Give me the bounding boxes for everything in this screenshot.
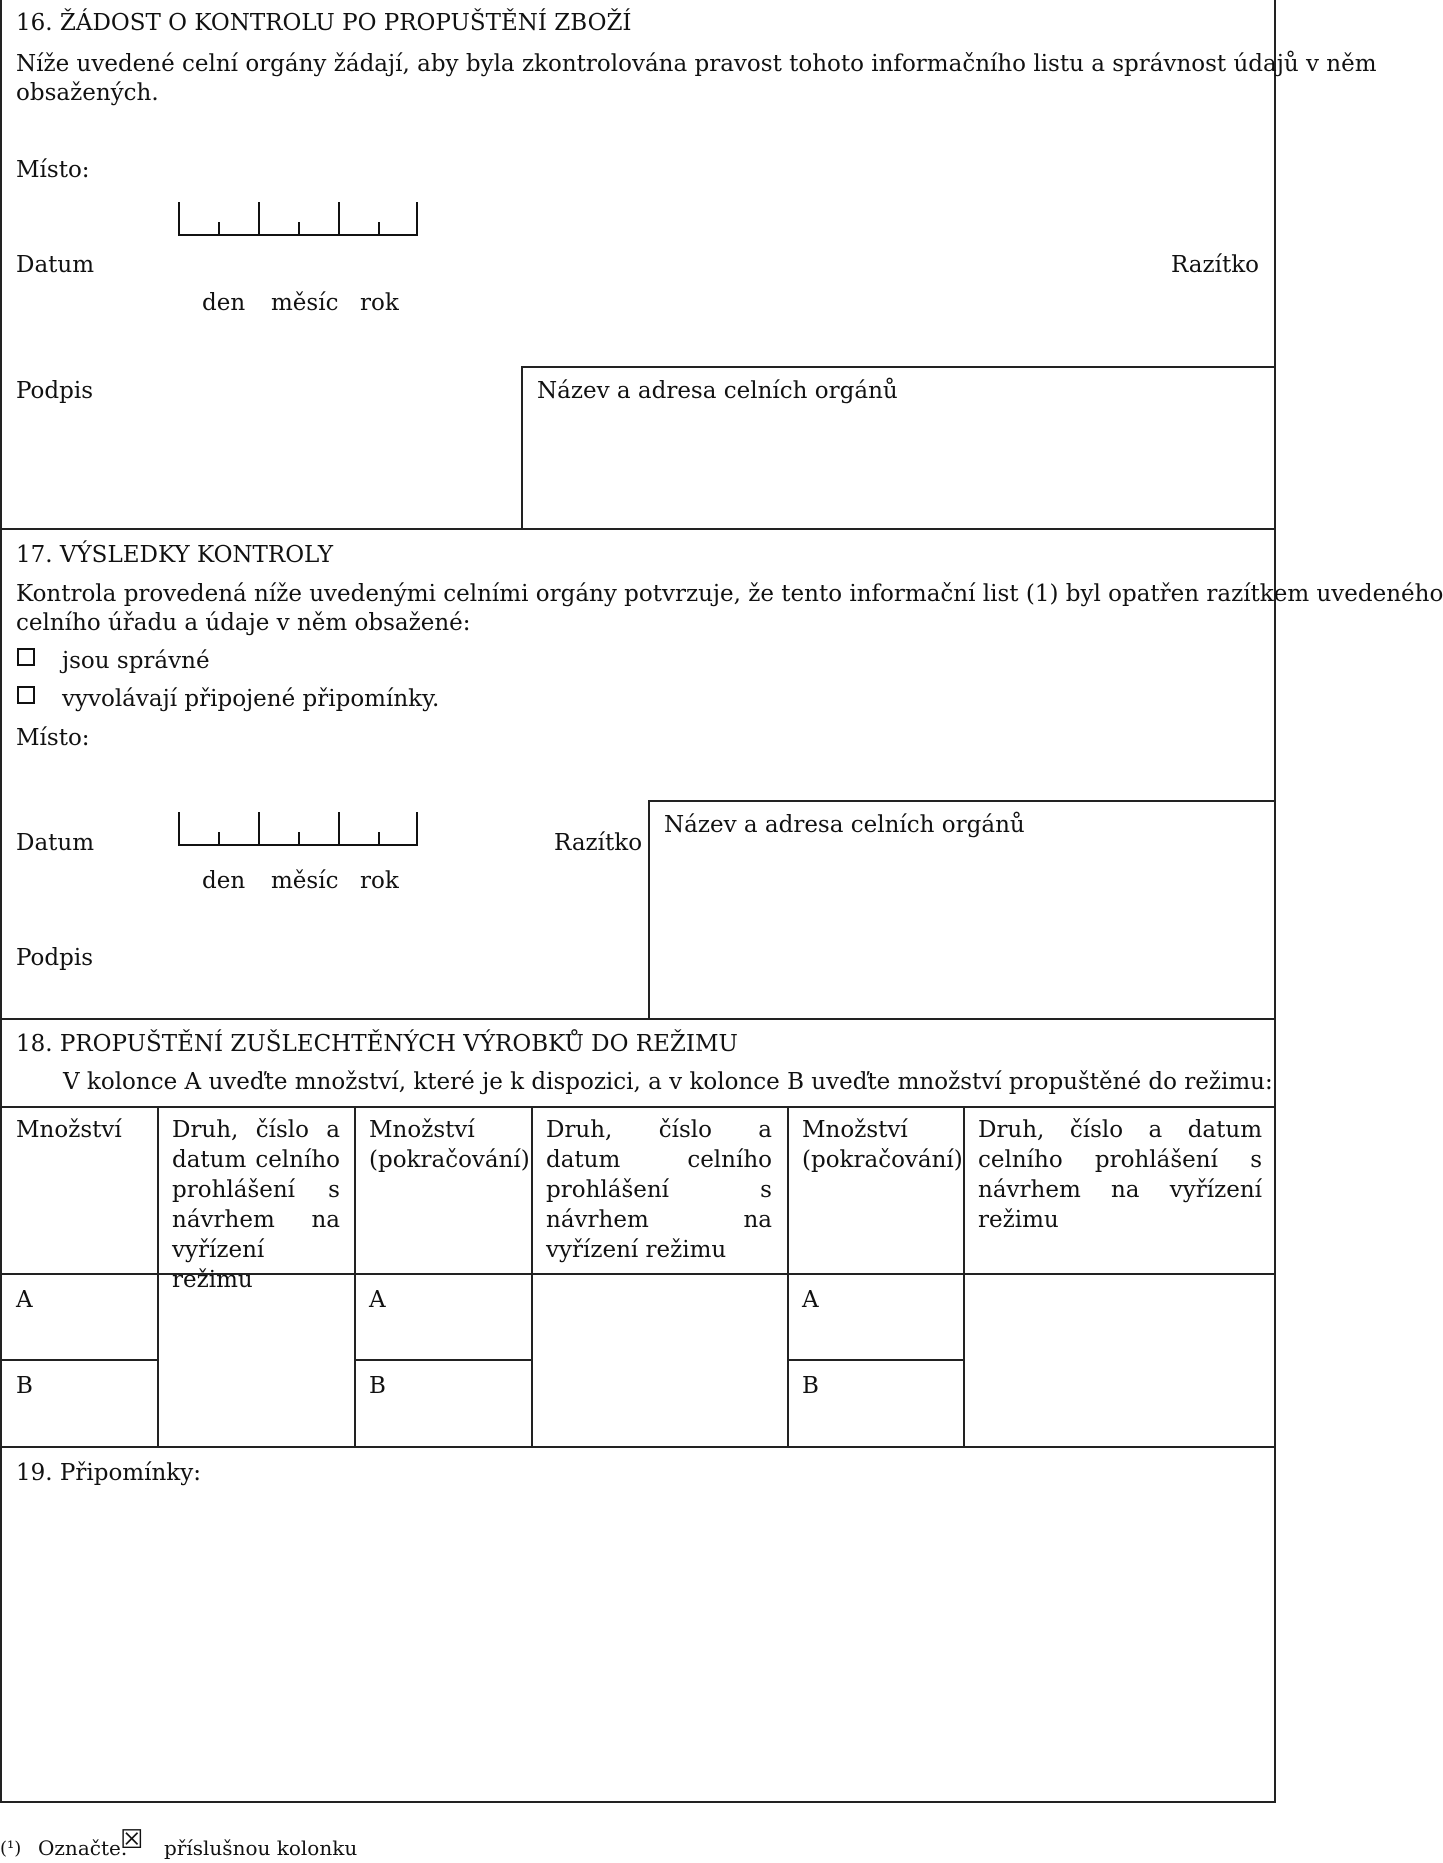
section19-remarks-area[interactable] xyxy=(2,1490,1274,1800)
section17-day-label: den xyxy=(202,868,246,894)
row-a-label-1: A xyxy=(16,1287,33,1313)
section16-heading: 16. ŽÁDOST O KONTROLU PO PROPUŠTĚNÍ ZBOŽÍ xyxy=(16,10,632,36)
divider-16-17 xyxy=(0,528,1276,530)
col-divider-2 xyxy=(354,1106,356,1447)
row-a-label-3: A xyxy=(802,1287,819,1313)
section16-text-line1: Níže uvedené celní orgány žádají, aby byla zkontrolována pravost tohoto informačního listu a správnost údajů v něm xyxy=(16,51,1377,77)
section16-place-label: Místo: xyxy=(16,157,90,183)
section16-signature-label: Podpis xyxy=(16,378,93,404)
footnote-marker: (¹) xyxy=(0,1838,22,1859)
row-ab-separator-2 xyxy=(354,1359,531,1361)
footnote-text-before: Označte. xyxy=(38,1836,128,1860)
section17-option1-checkbox[interactable] xyxy=(17,648,35,666)
section17-month-label: měsíc xyxy=(271,868,339,894)
section17-option2-checkbox[interactable] xyxy=(17,686,35,704)
section16-stamp-label: Razítko xyxy=(1170,252,1259,278)
section16-date-label: Datum xyxy=(16,252,95,278)
col-divider-3 xyxy=(531,1106,533,1447)
section17-date-field[interactable] xyxy=(178,812,418,846)
row-b-label-2: B xyxy=(369,1373,386,1399)
section17-date-label: Datum xyxy=(16,830,95,856)
row-ab-separator-1 xyxy=(0,1359,157,1361)
section17-heading: 17. VÝSLEDKY KONTROLY xyxy=(16,542,334,568)
column-header-1: Množství xyxy=(16,1117,122,1143)
section17-place-label: Místo: xyxy=(16,725,90,751)
row-b-label-3: B xyxy=(802,1373,819,1399)
section17-stamp-label: Razítko xyxy=(554,830,643,856)
table-bottom-line xyxy=(0,1446,1276,1448)
row-b-label-1: B xyxy=(16,1373,33,1399)
column-header-5: Množství (pokračování) xyxy=(802,1117,963,1173)
section17-option1-label: jsou správné xyxy=(62,648,210,674)
section17-year-label: rok xyxy=(360,868,399,894)
column-header-3: Množství (pokračování) xyxy=(369,1117,530,1173)
col-divider-1 xyxy=(157,1106,159,1447)
section16-year-label: rok xyxy=(360,290,399,316)
section17-authority-label: Název a adresa celních orgánů xyxy=(664,812,1025,838)
row-a-label-2: A xyxy=(369,1287,386,1313)
section19-heading: 19. Připomínky: xyxy=(16,1460,201,1486)
col-divider-4 xyxy=(787,1106,789,1447)
section16-authority-label: Název a adresa celních orgánů xyxy=(537,378,898,404)
footnote-checked-box-icon: ☒ xyxy=(120,1825,144,1855)
column-header-2: Druh, číslo a datum celního prohlášení s návrhem na vyřízení režimu xyxy=(172,1117,340,1293)
section16-month-label: měsíc xyxy=(271,290,339,316)
column-header-6: Druh, číslo a datum celního prohlášení s návrhem na vyřízení režimu xyxy=(978,1117,1262,1233)
section17-text-line2: celního úřadu a údaje v něm obsažené: xyxy=(16,610,471,636)
section17-text-line1: Kontrola provedená níže uvedenými celními orgány potvrzuje, že tento informační list (1) byl opatřen razítkem uvedeného xyxy=(16,581,1443,607)
section18-instruction: V kolonce A uveďte množství, které je k dispozici, a v kolonce B uveďte množství propuštěné do režimu: xyxy=(63,1069,1273,1095)
col-divider-5 xyxy=(963,1106,965,1447)
section17-signature-label: Podpis xyxy=(16,945,93,971)
section16-text-line2: obsažených. xyxy=(16,80,159,106)
section17-option2-label: vyvolávají připojené připomínky. xyxy=(62,686,440,712)
section16-date-field[interactable] xyxy=(178,202,418,236)
table-top-line xyxy=(0,1106,1276,1108)
row-ab-separator-3 xyxy=(787,1359,963,1361)
section16-day-label: den xyxy=(202,290,246,316)
divider-17-18 xyxy=(0,1018,1276,1020)
section18-heading: 18. PROPUŠTĚNÍ ZUŠLECHTĚNÝCH VÝROBKŮ DO REŽIMU xyxy=(16,1031,738,1057)
column-header-4: Druh, číslo a datum celního prohlášení s návrhem na vyřízení režimu xyxy=(546,1117,772,1263)
footnote-text-after: příslušnou kolonku xyxy=(164,1836,358,1860)
